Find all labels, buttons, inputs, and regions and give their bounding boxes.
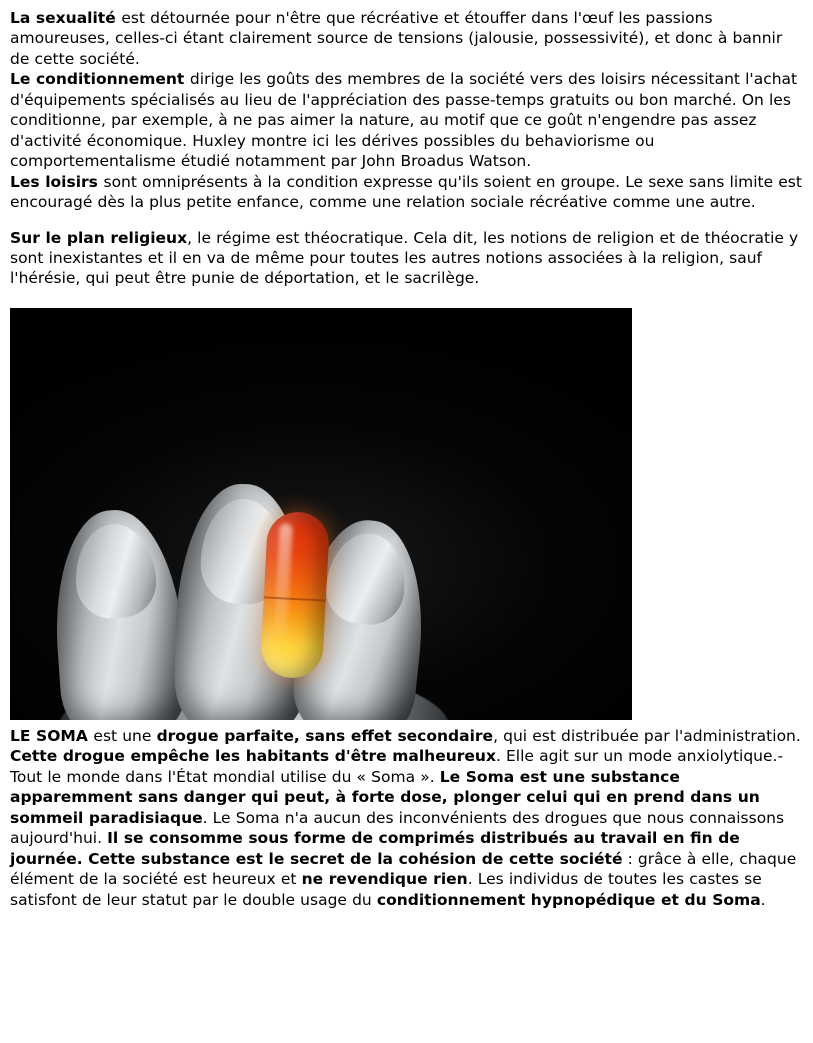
paragraphs-before-figure	[10, 8, 803, 289]
body-text: . Le Soma n'a aucun des inconvénients des drogues que nous connaissons aujourd'hui.	[10, 808, 785, 848]
fingernail-shape	[323, 529, 410, 627]
paragraph-loisirs	[10, 172, 803, 213]
emphasis-text: Cette drogue empêche les habitants d'être malheureux	[10, 747, 496, 766]
body-text: .	[760, 890, 766, 909]
body-text: est détournée pour n'être que récréative et étouffer dans l'œuf les passions amoureuses, celles-ci étant clairement source de tensions (jalousie, possessivité), et donc à bannir de cette société.	[10, 9, 783, 68]
capsule-icon	[260, 510, 331, 679]
emphasis-text: Sur le plan religieux	[10, 228, 188, 247]
body-text: , qui est distribuée par l'administration.	[493, 726, 801, 745]
fingernail-shape	[72, 521, 159, 621]
emphasis-text: Il se consomme sous forme de comprimés distribués au travail en fin de journée. Cette substance est le secret de la cohésion de cette société	[10, 829, 740, 868]
emphasis-text: Le Soma est une substance apparemment sans danger qui peut, à forte dose, plonger celui qui en prend dans un sommeil paradisiaque	[10, 767, 760, 827]
finger-shape	[48, 506, 189, 720]
emphasis-text: Les loisirs	[10, 172, 104, 191]
emphasis-text: drogue parfaite, sans effet secondaire	[156, 726, 494, 745]
emphasis-text: conditionnement hypnopédique et du Soma	[376, 890, 761, 909]
emphasis-text: LE SOMA	[10, 726, 94, 745]
body-text: . Elle agit sur un mode anxiolytique.-Tout le monde dans l'État mondial utilise du « Soma ».	[10, 747, 784, 786]
emphasis-text: Le conditionnement	[10, 70, 190, 89]
emphasis-text: La sexualité	[10, 9, 122, 27]
body-text: : grâce à elle, chaque élément de la société est heureux et	[10, 849, 797, 889]
body-text: dirige les goûts des membres de la société vers des loisirs nécessitant l'achat d'équipements spécialisés au lieu de l'appréciation des passe-temps gratuits ou bon marché. On les conditionne, par exemple, à ne pas aimer la nature, au motif que ce goût n'engendre pas assez d'activité économique. Huxley montre ici les dérives possibles du behaviorisme ou comportementalisme étudié notamment par John Broadus Watson.	[10, 70, 798, 171]
emphasis-text: ne revendique rien	[301, 870, 468, 889]
body-text: , le régime est théocratique. Cela dit, les notions de religion et de théocratie y sont inexistantes et il en va de même pour toutes les autres notions associées à la religion, sauf l'hérésie, qui peut être punie de déportation, et le sacrilège.	[10, 228, 799, 288]
body-text: sont omniprésents à la condition expresse qu'ils soient en groupe. Le sexe sans limite est encouragé dès la plus petite enfance, comme une relation sociale récréative comme une autre.	[10, 172, 802, 212]
paragraph-sexualite	[10, 8, 803, 69]
capsule-seam	[264, 596, 326, 601]
body-text: . Les individus de toutes les castes se satisfont de leur statut par le double usage du	[10, 870, 762, 909]
paragraph-conditionnement	[10, 69, 803, 171]
capsule-highlight	[274, 523, 293, 642]
hand-illustration	[48, 476, 478, 720]
soma-capsule-photo	[10, 308, 632, 720]
figure-soma	[10, 308, 803, 720]
paragraphs-after-figure	[10, 726, 803, 910]
paragraph-religieux	[10, 228, 803, 289]
paragraph-soma	[10, 726, 803, 910]
body-text: est une	[93, 726, 157, 745]
